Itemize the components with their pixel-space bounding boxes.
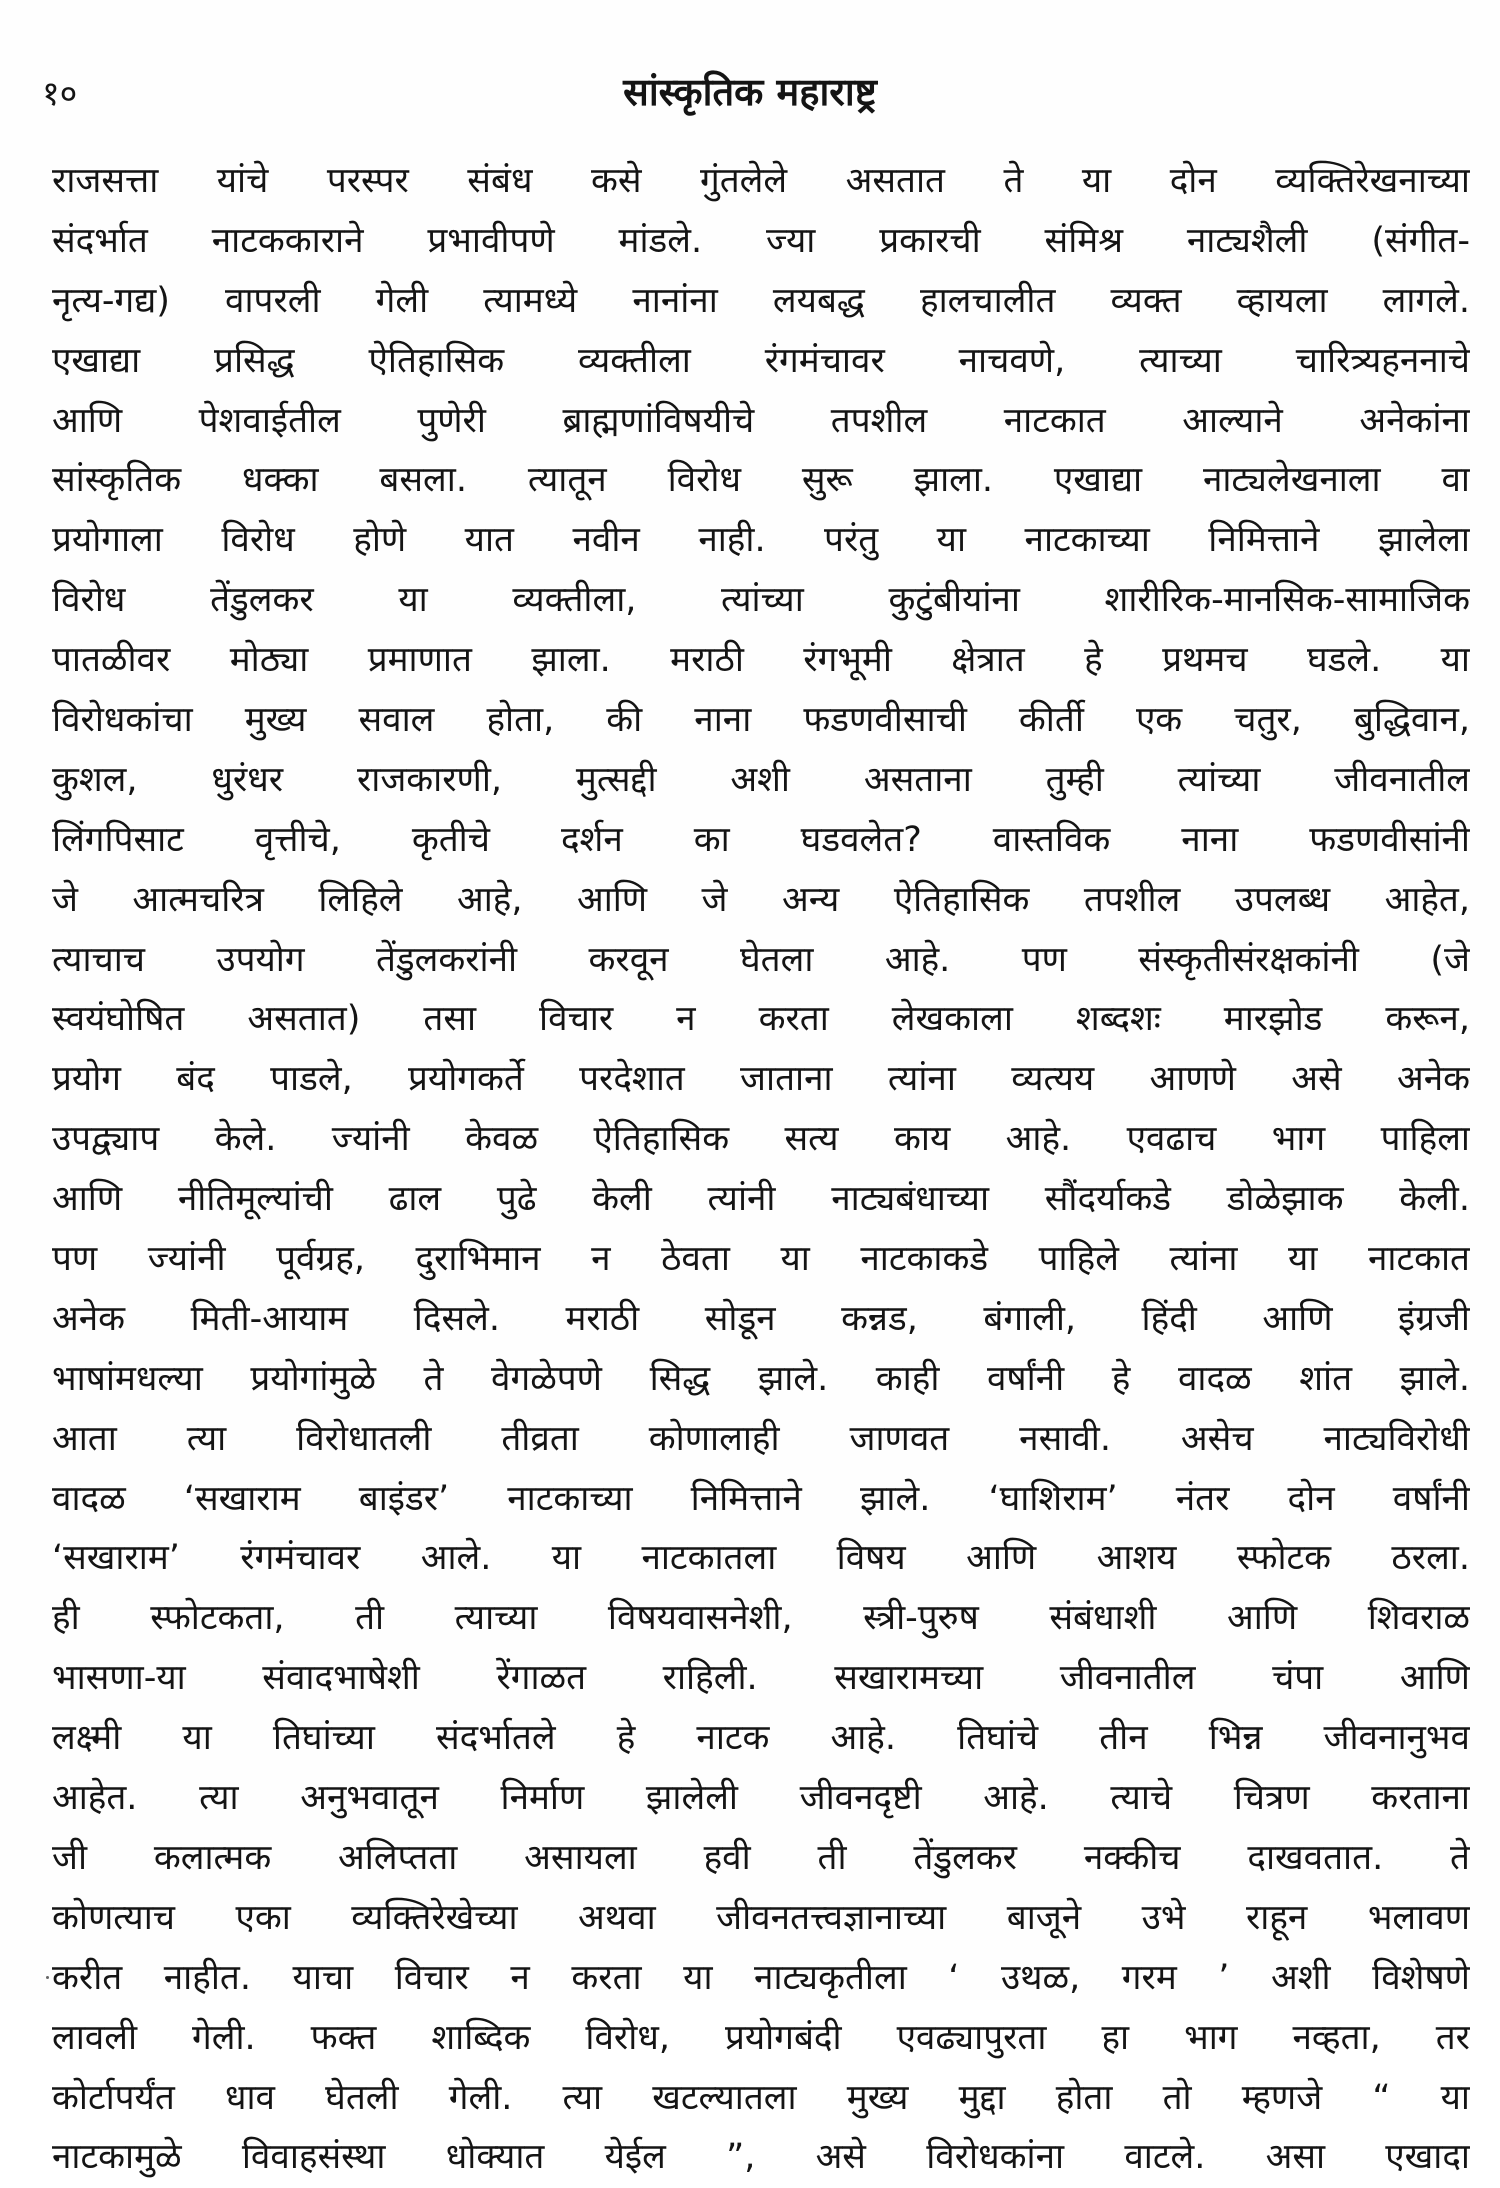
text-line: जी कलात्मक अलिप्तता असायला हवी ती तेंडुलकर नक्कीच दाखवतात. ते [52,1837,1470,1878]
page-number: १० [42,74,78,114]
text-line: पण ज्यांनी पूर्वग्रह, दुराभिमान न ठेवता या नाटकाकडे पाहिले त्यांना या नाटकात [52,1239,1470,1280]
running-title: सांस्कृतिक महाराष्ट्र [623,70,877,114]
text-line: लक्ष्मी या तिघांच्या संदर्भातले हे नाटक आहे. तिघांचे तीन भिन्न जीवनानुभव [52,1718,1470,1759]
text-line: प्रयोगाला विरोध होणे यात नवीन नाही. परंतु या नाटकाच्या निमित्ताने झालेला [52,520,1470,561]
text-line: त्याचाच उपयोग तेंडुलकरांनी करवून घेतला आहे. पण संस्कृतीसंरक्षकांनी (जे [52,939,1470,980]
text-line: आणि नीतिमूल्यांची ढाल पुढे केली त्यांनी नाट्यबंधाच्या सौंदर्याकडे डोळेझाक केली. [52,1179,1470,1220]
scan-speck [46,1976,49,1979]
text-line: विरोध तेंडुलकर या व्यक्तीला, त्यांच्या कुटुंबीयांना शारीरिक-मानसिक-सामाजिक [52,580,1470,621]
text-line: आता त्या विरोधातली तीव्रता कोणालाही जाणवत नसावी. असेच नाट्यविरोधी [52,1418,1470,1459]
text-line: आहेत. त्या अनुभवातून निर्माण झालेली जीवनदृष्टी आहे. त्याचे चित्रण करताना [52,1778,1470,1819]
text-line: कोणत्याच एका व्यक्तिरेखेच्या अथवा जीवनतत्त्वज्ञानाच्या बाजूने उभे राहून भलावण [52,1897,1470,1938]
text-line: जे आत्मचरित्र लिहिले आहे, आणि जे अन्य ऐतिहासिक तपशील उपलब्ध आहेत, [52,879,1470,920]
text-line: संदर्भात नाटककाराने प्रभावीपणे मांडले. ज्या प्रकारची संमिश्र नाट्यशैली (संगीत- [52,220,1470,261]
text-line: प्रयोग बंद पाडले, प्रयोगकर्ते परदेशात जाताना त्यांना व्यत्यय आणणे असे अनेक [52,1059,1470,1100]
text-line: ही स्फोटकता, ती त्याच्या विषयवासनेशी, स्त्री-पुरुष संबंधाशी आणि शिवराळ [52,1598,1470,1639]
body-text [52,152,1470,2188]
text-line: नृत्य-गद्य) वापरली गेली त्यामध्ये नानांना लयबद्ध हालचालीत व्यक्त व्हायला लागले. [52,280,1470,321]
text-line: कोर्टापर्यंत धाव घेतली गेली. त्या खटल्यातला मुख्य मुद्दा होता तो म्हणजे “ या [52,2077,1470,2118]
text-line: अनेक मिती-आयाम दिसले. मराठी सोडून कन्नड, बंगाली, हिंदी आणि इंग्रजी [52,1298,1470,1339]
text-line: सांस्कृतिक धक्का बसला. त्यातून विरोध सुरू झाला. एखाद्या नाट्यलेखनाला वा [52,460,1470,501]
text-line: करीत नाहीत. याचा विचार न करता या नाट्यकृतीला ‘ उथळ, गरम ’ अशी विशेषणे [52,1957,1470,1998]
text-line: स्वयंघोषित असतात) तसा विचार न करता लेखकाला शब्दशः मारझोड करून, [52,999,1470,1040]
text-line: उपद्व्याप केले. ज्यांनी केवळ ऐतिहासिक सत्य काय आहे. एवढाच भाग पाहिला [52,1119,1470,1160]
text-line: राजसत्ता यांचे परस्पर संबंध कसे गुंतलेले असतात ते या दोन व्यक्तिरेखनाच्या [52,161,1470,201]
text-line: आणि पेशवाईतील पुणेरी ब्राह्मणांविषयीचे तपशील नाटकात आल्याने अनेकांना [52,400,1470,441]
text-line: भाषांमधल्या प्रयोगांमुळे ते वेगळेपणे सिद्ध झाले. काही वर्षांनी हे वादळ शांत झाले. [52,1358,1470,1399]
text-line: लावली गेली. फक्त शाब्दिक विरोध, प्रयोगबंदी एवढ्यापुरता हा भाग नव्हता, तर [52,2017,1470,2058]
text-line: ‘सखाराम’ रंगमंचावर आले. या नाटकातला विषय आणि आशय स्फोटक ठरला. [52,1538,1470,1579]
text-line: वादळ ‘सखाराम बाइंडर’ नाटकाच्या निमित्ताने झाले. ‘घाशिराम’ नंतर दोन वर्षांनी [52,1478,1470,1519]
text-line: पातळीवर मोठ्या प्रमाणात झाला. मराठी रंगभूमी क्षेत्रात हे प्रथमच घडले. या [52,640,1470,681]
page-header [0,60,1500,130]
text-line: एखाद्या प्रसिद्ध ऐतिहासिक व्यक्तीला रंगमंचावर नाचवणे, त्याच्या चारित्र्यहननाचे [52,340,1470,381]
text-line: विरोधकांचा मुख्य सवाल होता, की नाना फडणवीसाची कीर्ती एक चतुर, बुद्धिवान, [52,700,1470,741]
text-line: लिंगपिसाट वृत्तीचे, कृतीचे दर्शन का घडवलेत? वास्तविक नाना फडणवीसांनी [52,819,1470,860]
text-line: भासणा-या संवादभाषेशी रेंगाळत राहिली. सखारामच्या जीवनातील चंपा आणि [52,1658,1470,1699]
text-line: कुशल, धुरंधर राजकारणी, मुत्सद्दी अशी असताना तुम्ही त्यांच्या जीवनातील [52,759,1470,800]
text-line: नाटकामुळे विवाहसंस्था धोक्यात येईल ”, असे विरोधकांना वाटले. असा एखादा [52,2137,1470,2178]
